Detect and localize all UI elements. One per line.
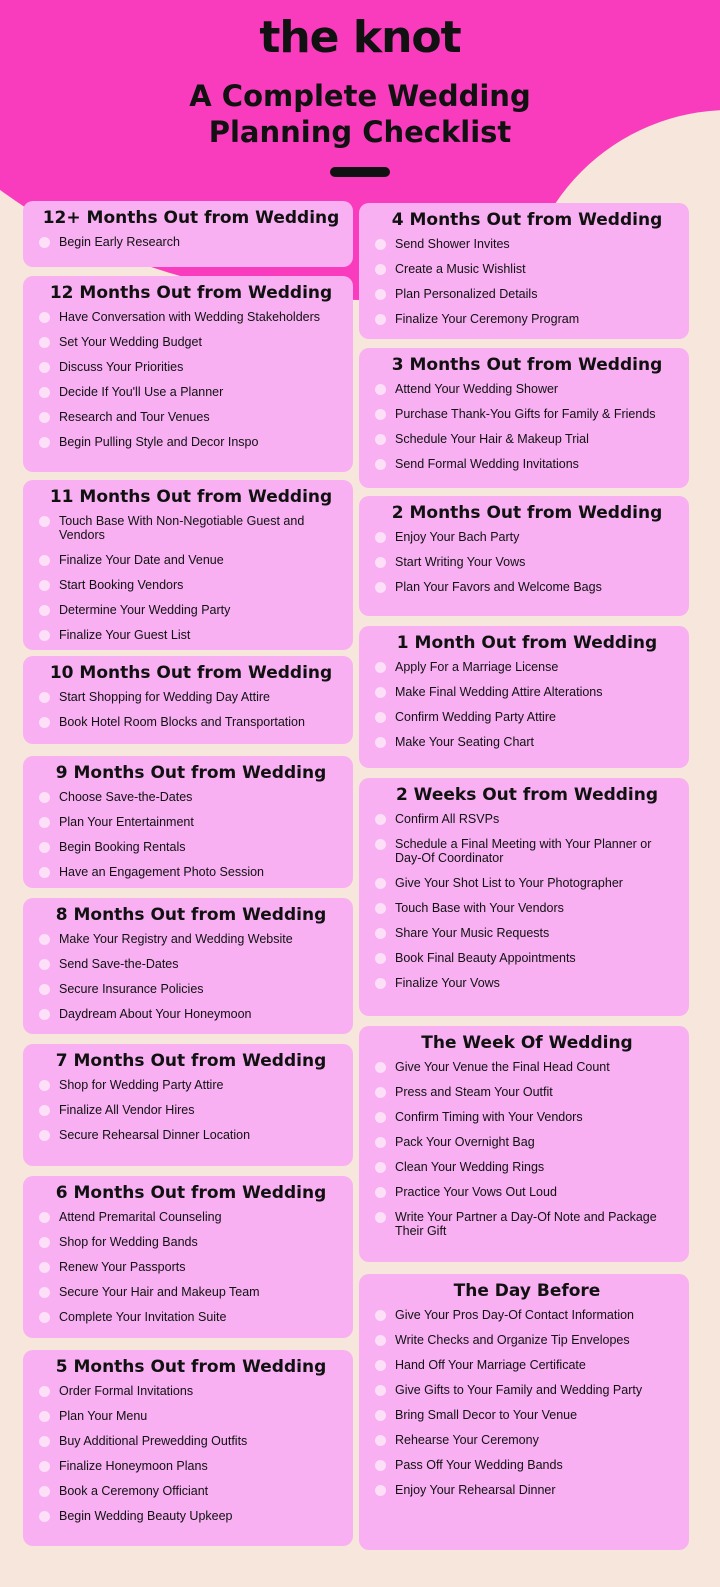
checklist-item — [375, 812, 679, 826]
bullet-icon — [39, 580, 50, 591]
checklist-item — [375, 1383, 679, 1397]
bullet-icon — [39, 437, 50, 448]
checklist-item — [39, 1434, 343, 1448]
bullet-icon — [375, 582, 386, 593]
section-title: 1 Month Out from Wedding — [396, 633, 658, 653]
title-line-1: A Complete Wedding — [189, 79, 531, 113]
checklist-section — [359, 1026, 689, 1262]
checklist-item — [375, 237, 679, 251]
bullet-icon — [375, 928, 386, 939]
checklist-item-label: Bring Small Decor to Your Venue — [395, 1408, 578, 1422]
checklist-item — [375, 1210, 679, 1238]
checklist-item-label: Create a Music Wishlist — [395, 262, 526, 276]
checklist-item-label: Hand Off Your Marriage Certificate — [395, 1358, 586, 1372]
checklist-item — [375, 837, 679, 865]
checklist-item-label: Choose Save-the-Dates — [59, 790, 193, 804]
bullet-icon — [39, 516, 50, 527]
checklist-item — [375, 685, 679, 699]
checklist-item — [39, 360, 343, 374]
checklist-item-label: Give Your Venue the Final Head Count — [395, 1060, 610, 1074]
checklist-item — [375, 312, 679, 326]
checklist-section — [23, 1044, 353, 1166]
bullet-icon — [375, 532, 386, 543]
bullet-icon — [39, 842, 50, 853]
checklist-item — [375, 1408, 679, 1422]
checklist-item-label: Send Formal Wedding Invitations — [395, 457, 579, 471]
checklist-item — [39, 553, 343, 567]
bullet-icon — [375, 1435, 386, 1446]
bullet-icon — [375, 1112, 386, 1123]
checklist-item — [39, 982, 343, 996]
checklist-item-label: Schedule Your Hair & Makeup Trial — [395, 432, 589, 446]
checklist-section — [359, 203, 689, 339]
checklist-item-label: Make Your Registry and Wedding Website — [59, 932, 293, 946]
section-title: 2 Weeks Out from Wedding — [395, 785, 659, 805]
checklist-item — [375, 951, 679, 965]
checklist-item-label: Finalize Your Guest List — [59, 628, 191, 642]
checklist-item — [39, 932, 343, 946]
bullet-icon — [39, 1386, 50, 1397]
checklist-item-label: Secure Rehearsal Dinner Location — [59, 1128, 251, 1142]
checklist-item-label: Finalize Honeymoon Plans — [59, 1459, 208, 1473]
checklist-item — [375, 1483, 679, 1497]
bullet-icon — [375, 434, 386, 445]
bullet-icon — [39, 337, 50, 348]
bullet-icon — [375, 839, 386, 850]
bullet-icon — [375, 239, 386, 250]
checklist-item-label: Send Save-the-Dates — [59, 957, 179, 971]
bullet-icon — [39, 1212, 50, 1223]
checklist-item-label: Secure Insurance Policies — [59, 982, 204, 996]
checklist-item-label: Start Shopping for Wedding Day Attire — [59, 690, 270, 704]
checklist-item-label: Discuss Your Priorities — [59, 360, 184, 374]
checklist-item-label: Plan Personalized Details — [395, 287, 538, 301]
checklist-section — [23, 201, 353, 267]
checklist-item — [375, 1358, 679, 1372]
bullet-icon — [39, 1511, 50, 1522]
checklist-item — [39, 335, 343, 349]
checklist-item — [39, 1260, 343, 1274]
checklist-section — [23, 756, 353, 888]
bullet-icon — [375, 1485, 386, 1496]
bullet-icon — [39, 717, 50, 728]
checklist-item — [39, 1007, 343, 1021]
checklist-item — [39, 578, 343, 592]
bullet-icon — [39, 412, 50, 423]
checklist-item-label: Send Shower Invites — [395, 237, 510, 251]
checklist-item — [375, 382, 679, 396]
bullet-icon — [375, 1137, 386, 1148]
checklist-item-label: Confirm Wedding Party Attire — [395, 710, 556, 724]
bullet-icon — [39, 1486, 50, 1497]
checklist-item — [39, 715, 343, 729]
checklist-item — [375, 457, 679, 471]
bullet-icon — [375, 978, 386, 989]
checklist-item-label: Begin Early Research — [59, 235, 180, 249]
checklist-item-label: Book a Ceremony Officiant — [59, 1484, 209, 1498]
checklist-item-label: Complete Your Invitation Suite — [59, 1310, 227, 1324]
checklist-item-label: Book Hotel Room Blocks and Transportation — [59, 715, 305, 729]
section-title: 6 Months Out from Wedding — [55, 1183, 327, 1203]
checklist-item — [375, 976, 679, 990]
checklist-item-label: Apply For a Marriage License — [395, 660, 559, 674]
checklist-item — [375, 660, 679, 674]
checklist-item-label: Set Your Wedding Budget — [59, 335, 202, 349]
bullet-icon — [39, 1080, 50, 1091]
section-title: 5 Months Out from Wedding — [55, 1357, 327, 1377]
section-title: The Day Before — [453, 1281, 601, 1301]
checklist-item-label: Rehearse Your Ceremony — [395, 1433, 539, 1447]
bullet-icon — [375, 384, 386, 395]
checklist-item-label: Research and Tour Venues — [59, 410, 210, 424]
checklist-item — [39, 1509, 343, 1523]
bullet-icon — [375, 557, 386, 568]
bullet-icon — [375, 1087, 386, 1098]
bullet-icon — [375, 662, 386, 673]
checklist-item — [39, 1310, 343, 1324]
checklist-item-label: Make Final Wedding Attire Alterations — [395, 685, 603, 699]
section-title: 10 Months Out from Wedding — [49, 663, 333, 683]
checklist-item — [375, 1135, 679, 1149]
checklist-item — [375, 1060, 679, 1074]
bullet-icon — [375, 953, 386, 964]
checklist-item — [39, 1484, 343, 1498]
checklist-item — [375, 287, 679, 301]
bullet-icon — [39, 1130, 50, 1141]
bullet-icon — [39, 1461, 50, 1472]
checklist-section — [23, 276, 353, 472]
checklist-item — [375, 1333, 679, 1347]
checklist-item-label: Write Your Partner a Day-Of Note and Package Their Gift — [395, 1210, 657, 1238]
checklist-item-label: Have an Engagement Photo Session — [59, 865, 264, 879]
checklist-item-label: Renew Your Passports — [59, 1260, 186, 1274]
checklist-item — [375, 1110, 679, 1124]
checklist-item-label: Attend Premarital Counseling — [59, 1210, 222, 1224]
bullet-icon — [39, 817, 50, 828]
bullet-icon — [375, 737, 386, 748]
checklist-section — [359, 348, 689, 488]
checklist-item-label: Daydream About Your Honeymoon — [59, 1007, 252, 1021]
checklist-item-label: Give Gifts to Your Family and Wedding Party — [395, 1383, 643, 1397]
checklist-item-label: Determine Your Wedding Party — [59, 603, 231, 617]
checklist-section — [23, 480, 353, 650]
checklist-item-label: Write Checks and Organize Tip Envelopes — [395, 1333, 630, 1347]
bullet-icon — [375, 1460, 386, 1471]
checklist-item — [39, 1128, 343, 1142]
bullet-icon — [375, 289, 386, 300]
checklist-item — [375, 901, 679, 915]
bullet-icon — [375, 878, 386, 889]
checklist-item — [39, 815, 343, 829]
checklist-section — [23, 656, 353, 744]
checklist-item-label: Start Booking Vendors — [59, 578, 184, 592]
section-title: 12+ Months Out from Wedding — [42, 208, 340, 228]
checklist-item — [39, 1078, 343, 1092]
checklist-item — [39, 840, 343, 854]
bullet-icon — [39, 1436, 50, 1447]
checklist-item-label: Touch Base With Non-Negotiable Guest and Vendors — [59, 514, 305, 542]
checklist-item-label: Press and Steam Your Outfit — [395, 1085, 553, 1099]
bullet-icon — [39, 605, 50, 616]
checklist-item-label: Give Your Pros Day-Of Contact Information — [395, 1308, 634, 1322]
checklist-item-label: Practice Your Vows Out Loud — [395, 1185, 557, 1199]
checklist-item-label: Finalize Your Date and Venue — [59, 553, 224, 567]
section-title: 8 Months Out from Wedding — [55, 905, 327, 925]
checklist-item — [375, 262, 679, 276]
section-title: 7 Months Out from Wedding — [55, 1051, 327, 1071]
checklist-section — [359, 496, 689, 616]
bullet-icon — [375, 1062, 386, 1073]
checklist-item — [39, 435, 343, 449]
section-title: 12 Months Out from Wedding — [49, 283, 333, 303]
checklist-item — [375, 1185, 679, 1199]
checklist-item-label: Plan Your Favors and Welcome Bags — [395, 580, 602, 594]
bullet-icon — [39, 555, 50, 566]
checklist-item — [39, 235, 343, 249]
title-divider — [330, 167, 390, 177]
checklist-item — [375, 407, 679, 421]
checklist-item-label: Shop for Wedding Bands — [59, 1235, 198, 1249]
bullet-icon — [39, 630, 50, 641]
checklist-item — [375, 530, 679, 544]
checklist-item — [39, 1210, 343, 1224]
checklist-item-label: Finalize Your Vows — [395, 976, 500, 990]
checklist-item — [39, 514, 343, 542]
checklist-item-label: Make Your Seating Chart — [395, 735, 534, 749]
checklist-item-label: Enjoy Your Bach Party — [395, 530, 520, 544]
checklist-item — [39, 1285, 343, 1299]
section-title: 3 Months Out from Wedding — [391, 355, 663, 375]
checklist-item-label: Begin Wedding Beauty Upkeep — [59, 1509, 233, 1523]
checklist-item-label: Confirm All RSVPs — [395, 812, 500, 826]
checklist-item-label: Secure Your Hair and Makeup Team — [59, 1285, 260, 1299]
checklist-item — [375, 432, 679, 446]
checklist-item-label: Attend Your Wedding Shower — [395, 382, 559, 396]
bullet-icon — [375, 903, 386, 914]
bullet-icon — [39, 1312, 50, 1323]
checklist-item-label: Purchase Thank-You Gifts for Family & Friends — [395, 407, 656, 421]
checklist-item-label: Shop for Wedding Party Attire — [59, 1078, 224, 1092]
checklist-item — [375, 1160, 679, 1174]
bullet-icon — [39, 1411, 50, 1422]
checklist-item-label: Order Formal Invitations — [59, 1384, 194, 1398]
checklist-item-label: Schedule a Final Meeting with Your Planner or Day-Of Coordinator — [395, 837, 652, 865]
checklist-item — [375, 1458, 679, 1472]
checklist-section — [359, 1274, 689, 1550]
checklist-item-label: Pass Off Your Wedding Bands — [395, 1458, 563, 1472]
bullet-icon — [375, 459, 386, 470]
bullet-icon — [39, 1009, 50, 1020]
section-title: 9 Months Out from Wedding — [55, 763, 327, 783]
checklist-item — [39, 1409, 343, 1423]
bullet-icon — [375, 1385, 386, 1396]
bullet-icon — [39, 387, 50, 398]
bullet-icon — [375, 712, 386, 723]
checklist-item-label: Buy Additional Prewedding Outfits — [59, 1434, 248, 1448]
bullet-icon — [375, 1162, 386, 1173]
title-line-2: Planning Checklist — [208, 115, 512, 149]
bullet-icon — [39, 1262, 50, 1273]
checklist-item-label: Decide If You'll Use a Planner — [59, 385, 224, 399]
checklist-item-label: Finalize All Vendor Hires — [59, 1103, 195, 1117]
checklist-item-label: Give Your Shot List to Your Photographer — [395, 876, 623, 890]
checklist-item — [39, 1384, 343, 1398]
bullet-icon — [39, 362, 50, 373]
page-title — [0, 78, 720, 150]
checklist-item — [375, 580, 679, 594]
checklist-item-label: Begin Pulling Style and Decor Inspo — [59, 435, 259, 449]
checklist-section — [359, 778, 689, 1016]
checklist-item — [39, 790, 343, 804]
checklist-section — [359, 626, 689, 768]
checklist-item-label: Share Your Music Requests — [395, 926, 550, 940]
bullet-icon — [375, 1310, 386, 1321]
bullet-icon — [39, 934, 50, 945]
checklist-item — [39, 957, 343, 971]
checklist-item-label: Begin Booking Rentals — [59, 840, 186, 854]
bullet-icon — [39, 1287, 50, 1298]
section-title: 11 Months Out from Wedding — [49, 487, 333, 507]
checklist-item-label: Enjoy Your Rehearsal Dinner — [395, 1483, 556, 1497]
checklist-item — [39, 1459, 343, 1473]
section-title: 2 Months Out from Wedding — [391, 503, 663, 523]
checklist-item-label: Touch Base with Your Vendors — [395, 901, 564, 915]
bullet-icon — [375, 409, 386, 420]
bullet-icon — [39, 1105, 50, 1116]
bullet-icon — [375, 1335, 386, 1346]
checklist-item-label: Plan Your Entertainment — [59, 815, 194, 829]
checklist-item — [39, 1103, 343, 1117]
checklist-item — [375, 735, 679, 749]
checklist-item-label: Book Final Beauty Appointments — [395, 951, 576, 965]
bullet-icon — [375, 814, 386, 825]
checklist-item — [39, 1235, 343, 1249]
bullet-icon — [39, 867, 50, 878]
checklist-item-label: Finalize Your Ceremony Program — [395, 312, 580, 326]
bullet-icon — [39, 984, 50, 995]
bullet-icon — [39, 312, 50, 323]
checklist-item-label: Plan Your Menu — [59, 1409, 148, 1423]
checklist-item — [375, 1085, 679, 1099]
checklist-section — [23, 1176, 353, 1338]
checklist-item — [375, 710, 679, 724]
checklist-item — [39, 310, 343, 324]
checklist-item — [375, 1308, 679, 1322]
checklist-section — [23, 898, 353, 1034]
checklist-item — [39, 690, 343, 704]
checklist-item — [39, 410, 343, 424]
bullet-icon — [39, 692, 50, 703]
bullet-icon — [375, 1187, 386, 1198]
bullet-icon — [39, 1237, 50, 1248]
checklist-item — [375, 876, 679, 890]
checklist-item-label: Pack Your Overnight Bag — [395, 1135, 535, 1149]
checklist-item-label: Have Conversation with Wedding Stakeholders — [59, 310, 321, 324]
checklist-item — [39, 628, 343, 642]
bullet-icon — [375, 687, 386, 698]
bullet-icon — [39, 237, 50, 248]
checklist-item — [39, 603, 343, 617]
bullet-icon — [39, 792, 50, 803]
checklist-item-label: Start Writing Your Vows — [395, 555, 526, 569]
checklist-item — [39, 865, 343, 879]
checklist-section — [23, 1350, 353, 1546]
bullet-icon — [375, 314, 386, 325]
bullet-icon — [375, 264, 386, 275]
checklist-item — [375, 1433, 679, 1447]
section-title: 4 Months Out from Wedding — [391, 210, 663, 230]
section-title: The Week Of Wedding — [421, 1033, 633, 1053]
bullet-icon — [375, 1212, 386, 1223]
checklist-item-label: Confirm Timing with Your Vendors — [395, 1110, 583, 1124]
checklist-item — [375, 555, 679, 569]
bullet-icon — [375, 1360, 386, 1371]
checklist-item — [375, 926, 679, 940]
brand-logo: the knot — [259, 12, 461, 63]
bullet-icon — [375, 1410, 386, 1421]
checklist-item — [39, 385, 343, 399]
bullet-icon — [39, 959, 50, 970]
checklist-item-label: Clean Your Wedding Rings — [395, 1160, 545, 1174]
